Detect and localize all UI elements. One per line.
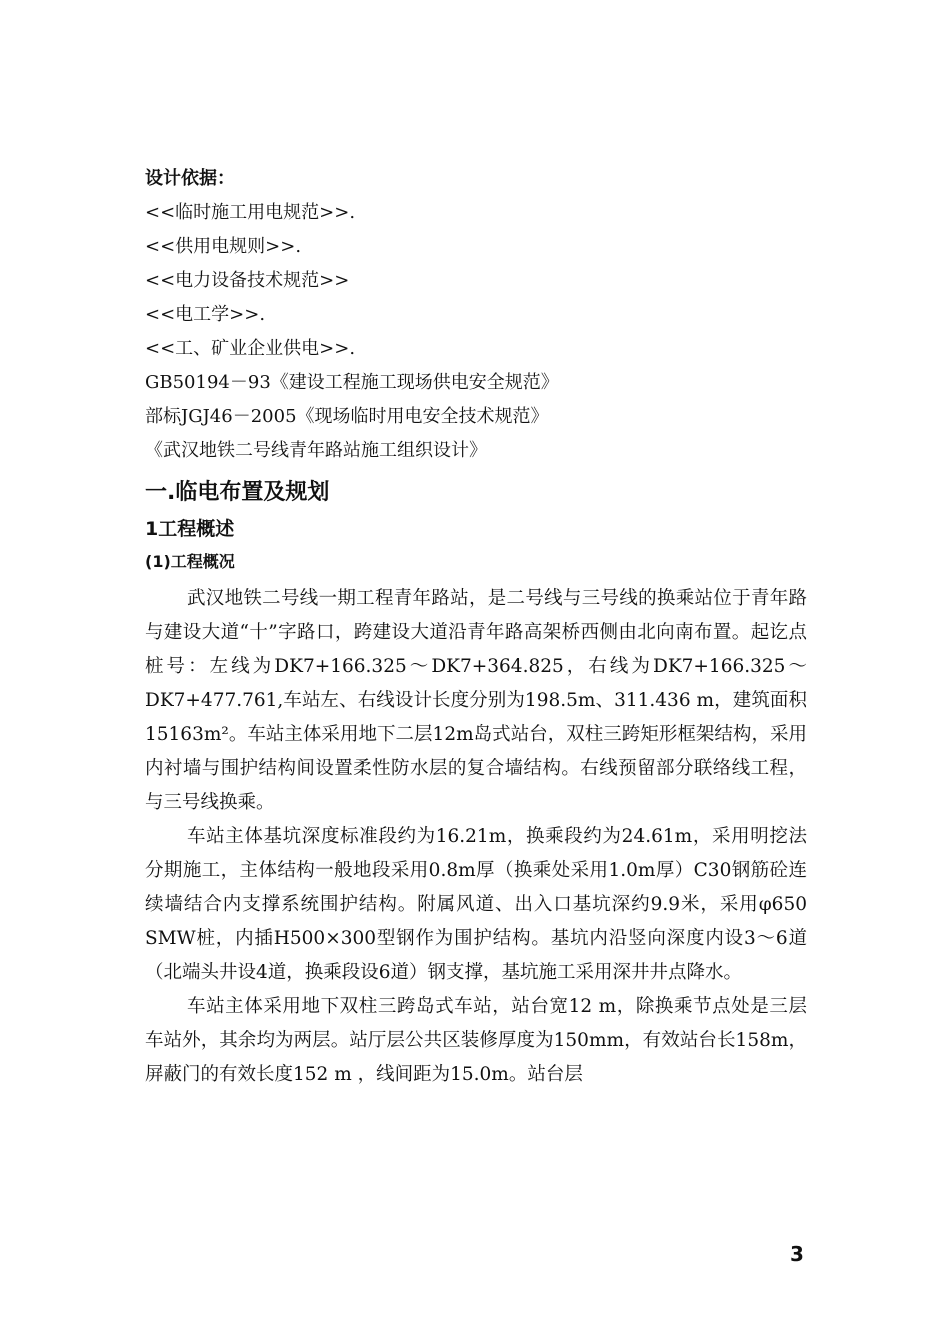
page-content: [145, 162, 807, 1092]
subsection-heading: 1工程概述: [145, 518, 235, 540]
reference-item: <<工、矿业企业供电>>.: [145, 338, 356, 359]
reference-item: <<供用电规则>>.: [145, 236, 302, 257]
section-heading: 一.临电布置及规划: [145, 480, 330, 505]
reference-item: 部标JGJ46－2005《现场临时用电安全技术规范》: [145, 406, 549, 427]
reference-item: 《武汉地铁二号线青年路站施工组织设计》: [145, 440, 487, 461]
subsubsection-heading: (1)工程概况: [145, 552, 235, 571]
reference-item: GB50194－93《建设工程施工现场供电安全规范》: [145, 372, 559, 393]
design-basis-title: 设计依据：: [145, 168, 235, 189]
reference-item: <<电力设备技术规范>>: [145, 270, 350, 291]
body-paragraph: 车站主体采用地下双柱三跨岛式车站，站台宽12 m，除换乘节点处是三层车站外，其余均为两层。站厅层公共区装修厚度为150mm，有效站台长158m，屏蔽门的有效长度152 m ，线间距为15.0m。站台层: [145, 996, 807, 1085]
reference-item: <<电工学>>.: [145, 304, 266, 325]
page-number: 3: [790, 1242, 804, 1266]
body-paragraph: 车站主体基坑深度标准段约为16.21m，换乘段约为24.61m，采用明挖法分期施工，主体结构一般地段采用0.8m厚（换乘处采用1.0m厚）C30钢筋砼连续墙结合内支撑系统围护结构。附属风道、出入口基坑深约9.9米，采用φ650 SMW桩，内插H500×300型钢作为围护结构。基坑内沿竖向深度内设3～6道（北端头井设4道，换乘段设6道）钢支撑，基坑施工采用深井井点降水。: [145, 826, 807, 983]
body-paragraph: 武汉地铁二号线一期工程青年路站，是二号线与三号线的换乘站位于青年路与建设大道“十”字路口，跨建设大道沿青年路高架桥西侧由北向南布置。起讫点桩号：左线为DK7+166.325～DK7+364.825，右线为DK7+166.325～DK7+477.761,车站左、右线设计长度分别为198.5m、311.436 m，建筑面积15163m²。车站主体采用地下二层12m岛式站台，双柱三跨矩形框架结构，采用内衬墙与围护结构间设置柔性防水层的复合墙结构。右线预留部分联络线工程，与三号线换乘。: [145, 588, 807, 813]
reference-item: <<临时施工用电规范>>.: [145, 202, 356, 223]
